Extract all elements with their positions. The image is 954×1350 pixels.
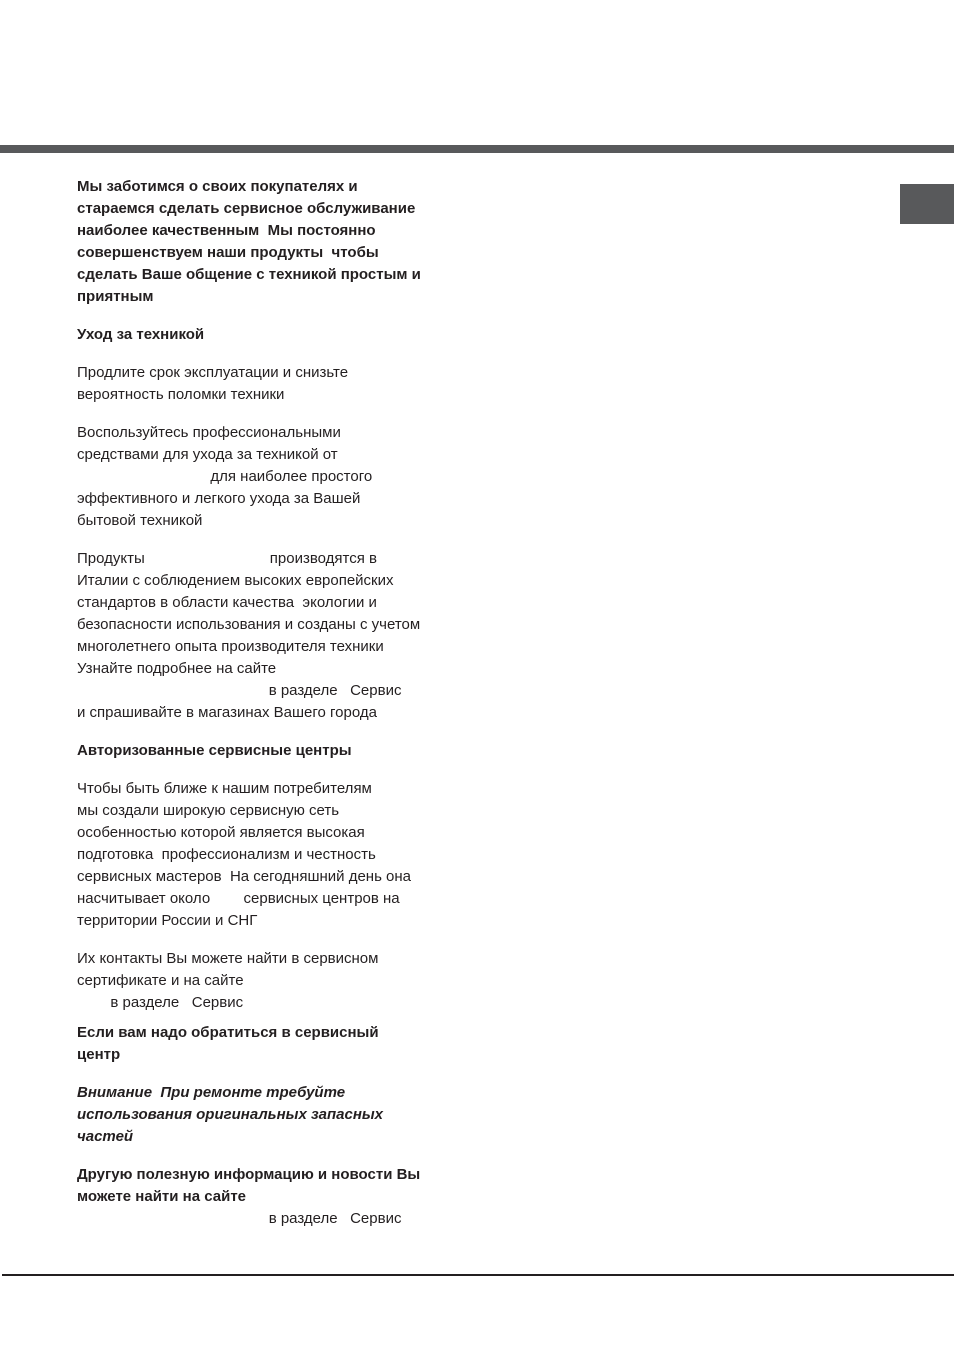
care-paragraph-1: [77, 362, 457, 406]
service-paragraph-2: [77, 948, 457, 1014]
contact-heading: [77, 1022, 457, 1066]
text-line: Узнайте подробнее на сайте: [77, 660, 277, 677]
text-line: вероятность поломки техники: [77, 386, 285, 403]
text-line: в разделе Сервис: [77, 1210, 402, 1227]
text-line: для наиболее простого: [77, 468, 373, 485]
text-line: бытовой техникой: [77, 512, 203, 529]
care-paragraph-2: [77, 422, 457, 532]
text-line: Другую полезную информацию и новости Вы: [77, 1166, 421, 1183]
text-line: эффективного и легкого ухода за Вашей: [77, 490, 361, 507]
more-info-paragraph: [77, 1164, 457, 1230]
text-line: Чтобы быть ближе к нашим потребителям: [77, 780, 372, 797]
footer-rule: [2, 1274, 954, 1276]
text-line: особенностью которой является высокая: [77, 824, 365, 841]
text-line: в разделе Сервис: [77, 994, 244, 1011]
text-line: насчитывает около сервисных центров на: [77, 890, 400, 907]
care-paragraph-3: [77, 548, 457, 724]
text-line: средствами для ухода за техникой от: [77, 446, 338, 463]
warning-note: [77, 1082, 457, 1148]
text-line: Воспользуйтесь профессиональными: [77, 424, 341, 441]
care-heading: Уход за техникой: [77, 326, 205, 343]
service-paragraph-1: [77, 778, 457, 932]
text-line: мы создали широкую сервисную сеть: [77, 802, 340, 819]
text-line: Если вам надо обратиться в сервисный: [77, 1024, 379, 1041]
intro-line: наиболее качественным Мы постоянно: [77, 222, 376, 239]
text-line: можете найти на сайте: [77, 1188, 247, 1205]
text-line: центр: [77, 1046, 121, 1063]
intro-line: стараемся сделать сервисное обслуживание: [77, 200, 416, 217]
service-info-column: [77, 176, 457, 1230]
text-line: и спрашивайте в магазинах Вашего города: [77, 704, 377, 721]
text-line: Италии с соблюдением высоких европейских: [77, 572, 394, 589]
text-line: Их контакты Вы можете найти в сервисном: [77, 950, 379, 967]
intro-line: приятным: [77, 288, 154, 305]
intro-line: Мы заботимся о своих покупателях и: [77, 178, 358, 195]
text-line: территории России и СНГ: [77, 912, 258, 929]
text-line: безопасности использования и созданы с учетом: [77, 616, 421, 633]
intro-line: сделать Ваше общение с техникой простым и: [77, 266, 421, 283]
text-line: использования оригинальных запасных: [77, 1106, 384, 1123]
intro-paragraph: [77, 176, 457, 308]
header-bar: [0, 145, 954, 153]
text-line: частей: [77, 1128, 134, 1145]
text-line: многолетнего опыта производителя техники: [77, 638, 384, 655]
text-line: сервисных мастеров На сегодняшний день она: [77, 868, 412, 885]
text-line: в разделе Сервис: [77, 682, 402, 699]
service-heading: Авторизованные сервисные центры: [77, 742, 352, 759]
text-line: подготовка профессионализм и честность: [77, 846, 376, 863]
text-line: Продлите срок эксплуатации и снизьте: [77, 364, 349, 381]
text-line: Продукты производятся в: [77, 550, 378, 567]
language-tab-marker: [900, 184, 954, 224]
text-line: сертификате и на сайте: [77, 972, 244, 989]
text-line: стандартов в области качества экологии и: [77, 594, 377, 611]
text-line: Внимание При ремонте требуйте: [77, 1084, 346, 1101]
intro-line: совершенствуем наши продукты чтобы: [77, 244, 379, 261]
